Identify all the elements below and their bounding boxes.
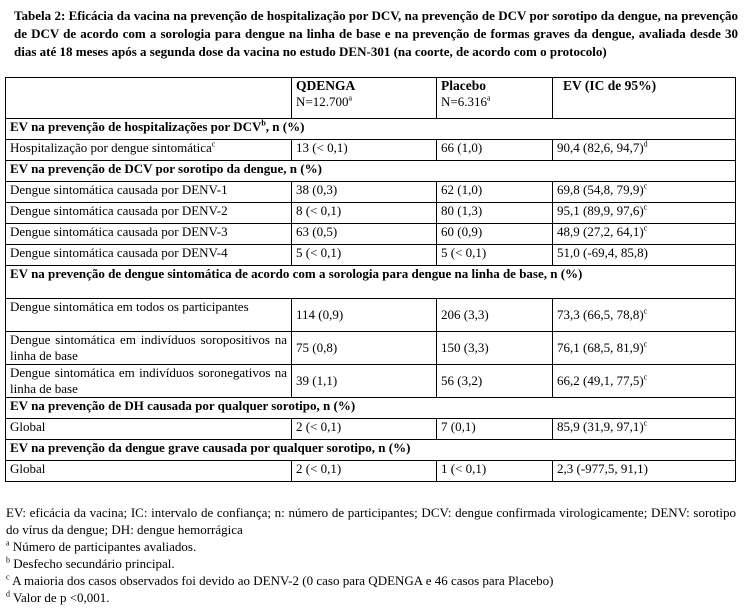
section-title: EV na prevenção de hospitalizações por DCV$^b$, n (%) xyxy=(6,119,736,140)
table-caption: Tabela 2: Eficácia da vacina na prevenção de hospitalização por DCV, na prevenção de DCV por sorotipo da dengue, na prevenção de DCV de acordo com a sorologia para dengue na linha de base e na prevenção de formas graves da dengue, avaliada desde 30 dias até 18 meses após a segunda dose da vacina no estudo DEN-301 (na coorte, de acordo com o protocolo) xyxy=(14,8,738,59)
ev-value: 76,1 (68,5, 81,9)$^c$ xyxy=(553,332,736,365)
qdenga-value: 63 (0,5) xyxy=(292,224,437,245)
placebo-value: 5 (< 0,1) xyxy=(437,245,553,266)
header-placebo xyxy=(437,78,553,119)
ev-value: 69,8 (54,8, 79,9)$^c$ xyxy=(553,182,736,203)
footnote-abbreviations: EV: eficácia da vacina; IC: intervalo de confiança; n: número de participantes; DCV: dengue confirmada virologicamente; DENV: sorotipo do vírus da dengue; DH: dengue hemorrágica xyxy=(6,505,736,537)
table-header-row xyxy=(6,78,736,119)
table-row xyxy=(6,299,736,332)
table-row xyxy=(6,224,736,245)
table-row xyxy=(6,245,736,266)
row-label: Dengue sintomática causada por DENV-3 xyxy=(6,224,292,245)
header-qdenga-label: QDENGA xyxy=(296,78,356,93)
table-row xyxy=(6,140,736,161)
qdenga-value: 13 (< 0,1) xyxy=(292,140,437,161)
header-blank-cell xyxy=(6,78,292,119)
ev-value: 85,9 (31,9, 97,1)$^c$ xyxy=(553,419,736,440)
qdenga-value: 39 (1,1) xyxy=(292,365,437,398)
header-placebo-sup: a xyxy=(486,93,491,103)
header-placebo-n: N=6.316 xyxy=(441,94,487,109)
placebo-value: 80 (1,3) xyxy=(437,203,553,224)
qdenga-value: 2 (< 0,1) xyxy=(292,461,437,482)
footnote-item: $^c$ A maioria dos casos observados foi devido ao DENV-2 (0 caso para QDENGA e 46 casos para Placebo) xyxy=(6,572,554,588)
table-row xyxy=(6,461,736,482)
row-label: Global xyxy=(6,461,292,482)
efficacy-table xyxy=(5,77,736,482)
section-title: EV na prevenção da dengue grave causada por qualquer sorotipo, n (%) xyxy=(6,440,736,461)
placebo-value: 62 (1,0) xyxy=(437,182,553,203)
row-label: Dengue sintomática em indivíduos soronegativos na linha de base xyxy=(6,365,292,398)
ev-value: 51,0 (-69,4, 85,8) xyxy=(553,245,736,266)
header-qdenga-sup: a xyxy=(348,93,353,103)
ev-value: 73,3 (66,5, 78,8)$^c$ xyxy=(553,299,736,332)
ev-value: 2,3 (-977,5, 91,1) xyxy=(553,461,736,482)
row-label: Dengue sintomática em todos os participantes xyxy=(6,299,292,332)
qdenga-value: 38 (0,3) xyxy=(292,182,437,203)
header-qdenga-n: N=12.700 xyxy=(296,94,349,109)
row-label: Dengue sintomática causada por DENV-1 xyxy=(6,182,292,203)
placebo-value: 150 (3,3) xyxy=(437,332,553,365)
ev-value: 90,4 (82,6, 94,7)$^d$ xyxy=(553,140,736,161)
qdenga-value: 2 (< 0,1) xyxy=(292,419,437,440)
header-ev xyxy=(553,78,736,119)
footnote-item: $^d$ Valor de p <0,001. xyxy=(6,589,110,605)
placebo-value: 60 (0,9) xyxy=(437,224,553,245)
row-label: Dengue sintomática causada por DENV-2 xyxy=(6,203,292,224)
ev-value: 48,9 (27,2, 64,1)$^c$ xyxy=(553,224,736,245)
table-row xyxy=(6,419,736,440)
header-ev-label: EV (IC de 95%) xyxy=(563,78,657,93)
footnote-item: $^b$ Desfecho secundário principal. xyxy=(6,555,175,571)
footnotes xyxy=(6,504,736,606)
table-row xyxy=(6,182,736,203)
section-header-row xyxy=(6,398,736,419)
header-qdenga xyxy=(292,78,437,119)
section-header-row xyxy=(6,266,736,299)
qdenga-value: 8 (< 0,1) xyxy=(292,203,437,224)
qdenga-value: 114 (0,9) xyxy=(292,299,437,332)
footnote-item: $^a$ Número de participantes avaliados. xyxy=(6,538,197,554)
qdenga-value: 5 (< 0,1) xyxy=(292,245,437,266)
placebo-value: 1 (< 0,1) xyxy=(437,461,553,482)
row-label: Global xyxy=(6,419,292,440)
table-row xyxy=(6,365,736,398)
section-title: EV na prevenção de dengue sintomática de acordo com a sorologia para dengue na linha de base, n (%) xyxy=(6,266,736,299)
section-title: EV na prevenção de DH causada por qualquer sorotipo, n (%) xyxy=(6,398,736,419)
header-placebo-label: Placebo xyxy=(441,78,486,93)
section-header-row xyxy=(6,440,736,461)
ev-value: 95,1 (89,9, 97,6)$^c$ xyxy=(553,203,736,224)
row-label: Dengue sintomática em indivíduos soropositivos na linha de base xyxy=(6,332,292,365)
row-label: Dengue sintomática causada por DENV-4 xyxy=(6,245,292,266)
qdenga-value: 75 (0,8) xyxy=(292,332,437,365)
placebo-value: 66 (1,0) xyxy=(437,140,553,161)
placebo-value: 7 (0,1) xyxy=(437,419,553,440)
ev-value: 66,2 (49,1, 77,5)$^c$ xyxy=(553,365,736,398)
table-row xyxy=(6,332,736,365)
section-header-row xyxy=(6,119,736,140)
placebo-value: 56 (3,2) xyxy=(437,365,553,398)
placebo-value: 206 (3,3) xyxy=(437,299,553,332)
section-title: EV na prevenção de DCV por sorotipo da dengue, n (%) xyxy=(6,161,736,182)
section-header-row xyxy=(6,161,736,182)
row-label: Hospitalização por dengue sintomática$^c$ xyxy=(6,140,292,161)
table-row xyxy=(6,203,736,224)
